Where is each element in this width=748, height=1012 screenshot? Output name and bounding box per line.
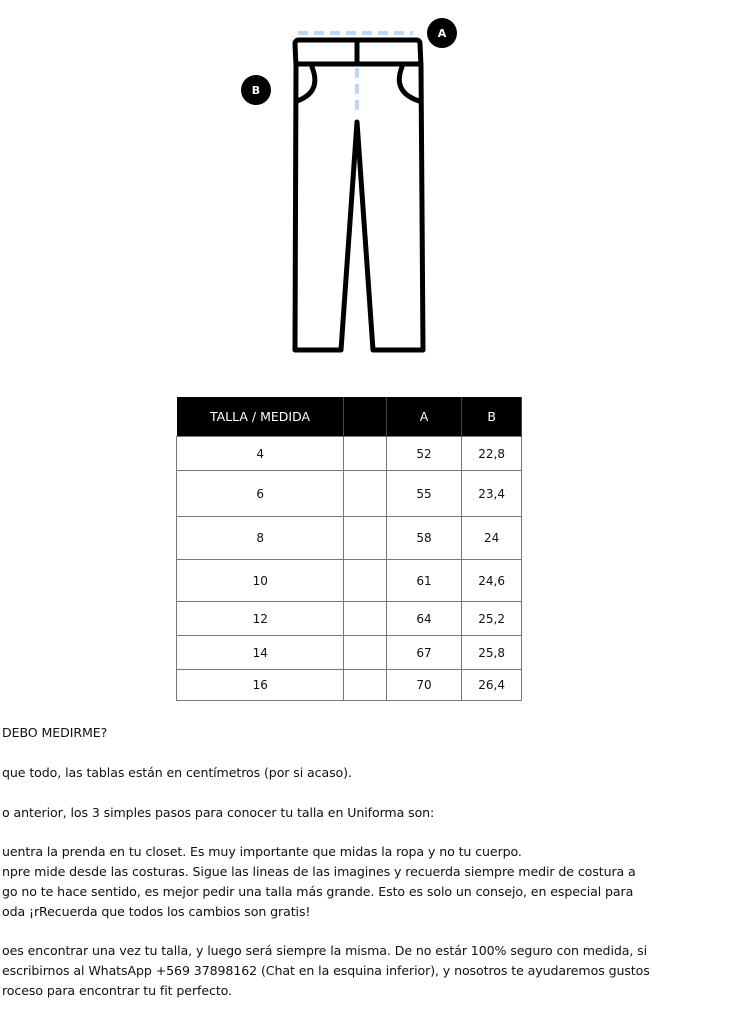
cell-b: 26,4	[462, 670, 522, 701]
cell-b: 22,8	[462, 437, 522, 471]
cell-talla: 12	[177, 602, 344, 636]
pants-measurement-diagram	[0, 0, 748, 370]
guide-paragraph-2: o anterior, los 3 simples pasos para conocer tu talla en Uniforma son:	[2, 805, 435, 820]
cell-b: 24	[462, 517, 522, 560]
cell-talla: 10	[177, 560, 344, 602]
table-row	[177, 471, 522, 517]
table-row	[177, 437, 522, 471]
cell-b: 25,8	[462, 636, 522, 670]
cell-a: 67	[386, 636, 462, 670]
badge-b	[241, 75, 271, 105]
badge-a-label: A	[437, 27, 447, 40]
cell-b: 24,6	[462, 560, 522, 602]
cell-talla: 4	[177, 437, 344, 471]
guide-closing-line: escribirnos al WhatsApp +569 37898162 (Chat en la esquina inferior), y nosotros te ayudaremos gustos	[2, 963, 650, 978]
table-row	[177, 670, 522, 701]
table-row	[177, 560, 522, 602]
table-row	[177, 517, 522, 560]
cell-empty	[344, 517, 386, 560]
cell-empty	[344, 670, 386, 701]
table-row	[177, 636, 522, 670]
header-talla: TALLA / MEDIDA	[177, 397, 344, 437]
guide-step-line: npre mide desde las costuras. Sigue las lineas de las imagines y recuerda siempre medir de costura a	[2, 864, 636, 879]
guide-closing-line: roceso para encontrar tu fit perfecto.	[2, 983, 232, 998]
cell-a: 70	[386, 670, 462, 701]
cell-empty	[344, 437, 386, 471]
cell-talla: 8	[177, 517, 344, 560]
cell-a: 61	[386, 560, 462, 602]
cell-a: 52	[386, 437, 462, 471]
badge-b-label: B	[251, 84, 261, 97]
header-empty	[344, 397, 386, 437]
table-header-row	[177, 397, 522, 437]
size-table	[176, 397, 522, 701]
guide-heading: DEBO MEDIRME?	[2, 725, 108, 740]
guide-paragraph-1: que todo, las tablas están en centímetros (por si acaso).	[2, 765, 352, 780]
cell-a: 58	[386, 517, 462, 560]
cell-a: 55	[386, 471, 462, 517]
badge-a	[427, 18, 457, 48]
guide-step-line: uentra la prenda en tu closet. Es muy importante que midas la ropa y no tu cuerpo.	[2, 844, 522, 859]
cell-talla: 16	[177, 670, 344, 701]
cell-empty	[344, 471, 386, 517]
cell-b: 23,4	[462, 471, 522, 517]
cell-b: 25,2	[462, 602, 522, 636]
header-b: B	[462, 397, 522, 437]
cell-empty	[344, 602, 386, 636]
guide-step-line: go no te hace sentido, es mejor pedir una talla más grande. Esto es solo un consejo, en especial para	[2, 884, 634, 899]
guide-step-line: oda ¡rRecuerda que todos los cambios son gratis!	[2, 904, 311, 919]
guide-closing-line: oes encontrar una vez tu talla, y luego será siempre la misma. De no estár 100% seguro con medida, si	[2, 943, 648, 958]
cell-empty	[344, 636, 386, 670]
cell-talla: 14	[177, 636, 344, 670]
cell-talla: 6	[177, 471, 344, 517]
table-row	[177, 602, 522, 636]
cell-empty	[344, 560, 386, 602]
header-a: A	[386, 397, 462, 437]
cell-a: 64	[386, 602, 462, 636]
